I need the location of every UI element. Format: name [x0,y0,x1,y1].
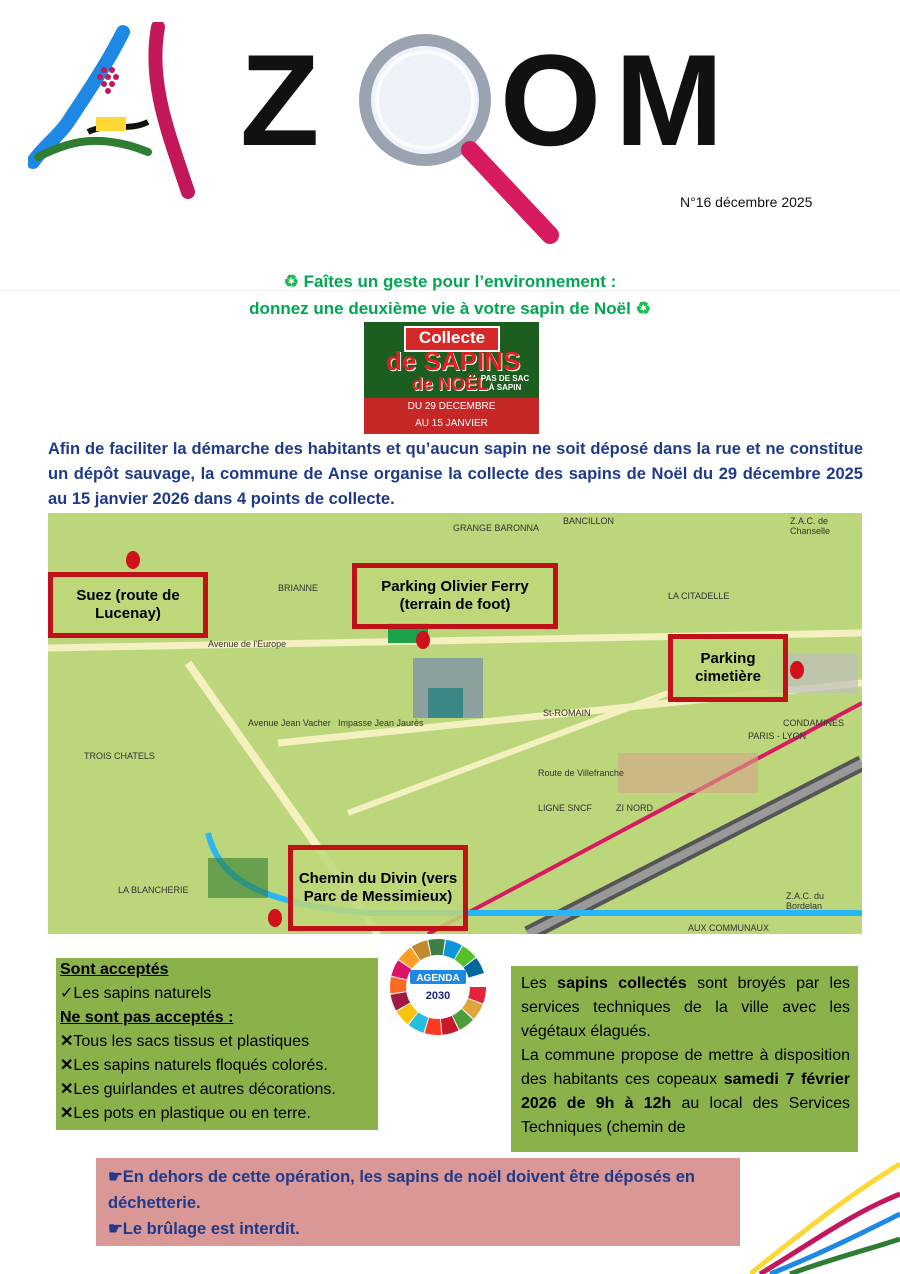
poster-date1: DU 29 DECEMBRE [407,401,496,412]
recycle-icon: ♻ [635,299,651,318]
not-accepted-item: ✕Les pots en plastique ou en terre. [60,1105,311,1122]
map-label: LIGNE SNCF [538,803,593,813]
map-pin [416,631,430,649]
map-label: LA BLANCHERIE [118,885,189,895]
collection-point-chemin-du-divin: Chemin du Divin (vers Parc de Messimieux) [288,845,468,931]
map-label: Z.A.C. du Bordelan [786,891,825,911]
anse-logo [28,22,198,202]
poster-pas-de-sac: PAS DE SAC À SAPIN [480,374,530,392]
collection-point-olivier-ferry: Parking Olivier Ferry (terrain de foot) [352,563,558,629]
collection-point-suez: Suez (route de Lucenay) [48,572,208,638]
map-label: CONDAMINES [783,718,845,728]
not-accepted-item: ✕Les guirlandes et autres décorations. [60,1081,336,1098]
info-paragraph1: Les sapins collectés sont broyés par les services techniques de la ville avec les végétaux élagués. [521,975,851,1040]
map-label: BANCILLON [563,516,615,526]
cross-icon: ✕ [60,1105,74,1122]
collection-point-cimetiere: Parking cimetière [668,634,788,702]
info-paragraph2: La commune propose de mettre à disposition des habitants ces copeaux samedi 7 février 2026 de 9h à 12h au local des Services Techniques (chemin de [521,1047,850,1136]
poster-date2: AU 15 JANVIER [415,418,488,429]
decorative-swoosh [750,1154,900,1274]
warning-box [96,1158,740,1246]
map-label: GRANGE BARONNA [453,523,540,533]
collection-map [48,513,862,934]
map-label: Impasse Jean Jaurès [338,718,424,728]
not-accepted-item: ✕Les sapins naturels floqués colorés. [60,1057,328,1074]
headline-line1 [0,272,900,292]
map-label: St-ROMAIN [543,708,591,718]
map-label: TROIS CHATELS [84,751,155,761]
headline-text1: Faîtes un geste pour l’environnement : [303,272,617,291]
map-label: AUX COMMUNAUX [688,923,770,933]
issue-number: N°16 décembre 2025 [680,194,813,210]
not-accepted-item: ✕Tous les sacs tissus et plastiques [60,1033,310,1050]
map-label: PARIS - LYON [748,731,807,741]
map-label: Avenue Jean Vacher [248,718,331,728]
title-letter-m: M [615,30,724,173]
map-pin [790,661,804,679]
warning-line1: ☛En dehors de cette opération, les sapins de noël doivent être déposés en déchetterie. [108,1168,695,1212]
pointing-hand-icon: ☛ [108,1220,123,1238]
accepted-item: ✓Les sapins naturels [60,985,212,1002]
headline-line2 [0,299,900,319]
title-letter-z: Z [240,30,320,173]
recycle-icon: ♻ [283,272,299,291]
poster-collecte: Collecte [404,326,500,352]
collecte-poster [364,322,539,434]
map-label: Avenue de l'Europe [208,639,287,649]
poster-noel: de NOËL [412,374,489,394]
accepted-box [56,958,378,1130]
headline-text2: donnez une deuxième vie à votre sapin de Noël [249,299,631,318]
agenda-label: AGENDA [416,973,460,984]
check-icon: ✓ [60,985,74,1002]
cross-icon: ✕ [60,1033,74,1050]
map-pin [126,551,140,569]
agenda-2030-logo [388,937,488,1037]
accepted-title: Sont acceptés [60,961,169,978]
not-accepted-title: Ne sont pas acceptés : [60,1009,234,1026]
info-box [511,966,858,1152]
cross-icon: ✕ [60,1057,74,1074]
poster-sapins: de SAPINS [386,346,521,376]
pointing-hand-icon: ☛ [108,1168,123,1186]
warning-line2: ☛Le brûlage est interdit. [108,1220,300,1238]
cross-icon: ✕ [60,1081,74,1098]
map-label: Z.A.C. de Chanselle [790,516,831,536]
map-label: Route de Villefranche [538,768,624,778]
poster-dates [364,398,539,434]
title-letter-o: O [500,30,602,173]
agenda-year: 2030 [425,990,451,1002]
zoom-title [230,30,750,260]
map-label: LA CITADELLE [668,591,730,601]
map-label: BRIANNE [278,583,319,593]
intro-paragraph: Afin de faciliter la démarche des habitants et qu’aucun sapin ne soit déposé dans la rue et ne constitue un dépôt sauvage, la commune de Anse organise la collecte des sapins de Noël du 29 décembre 2025 au 15 janvier 2026 dans 4 points de collecte. [48,440,863,508]
map-pin [268,909,282,927]
map-label: ZI NORD [616,803,653,813]
